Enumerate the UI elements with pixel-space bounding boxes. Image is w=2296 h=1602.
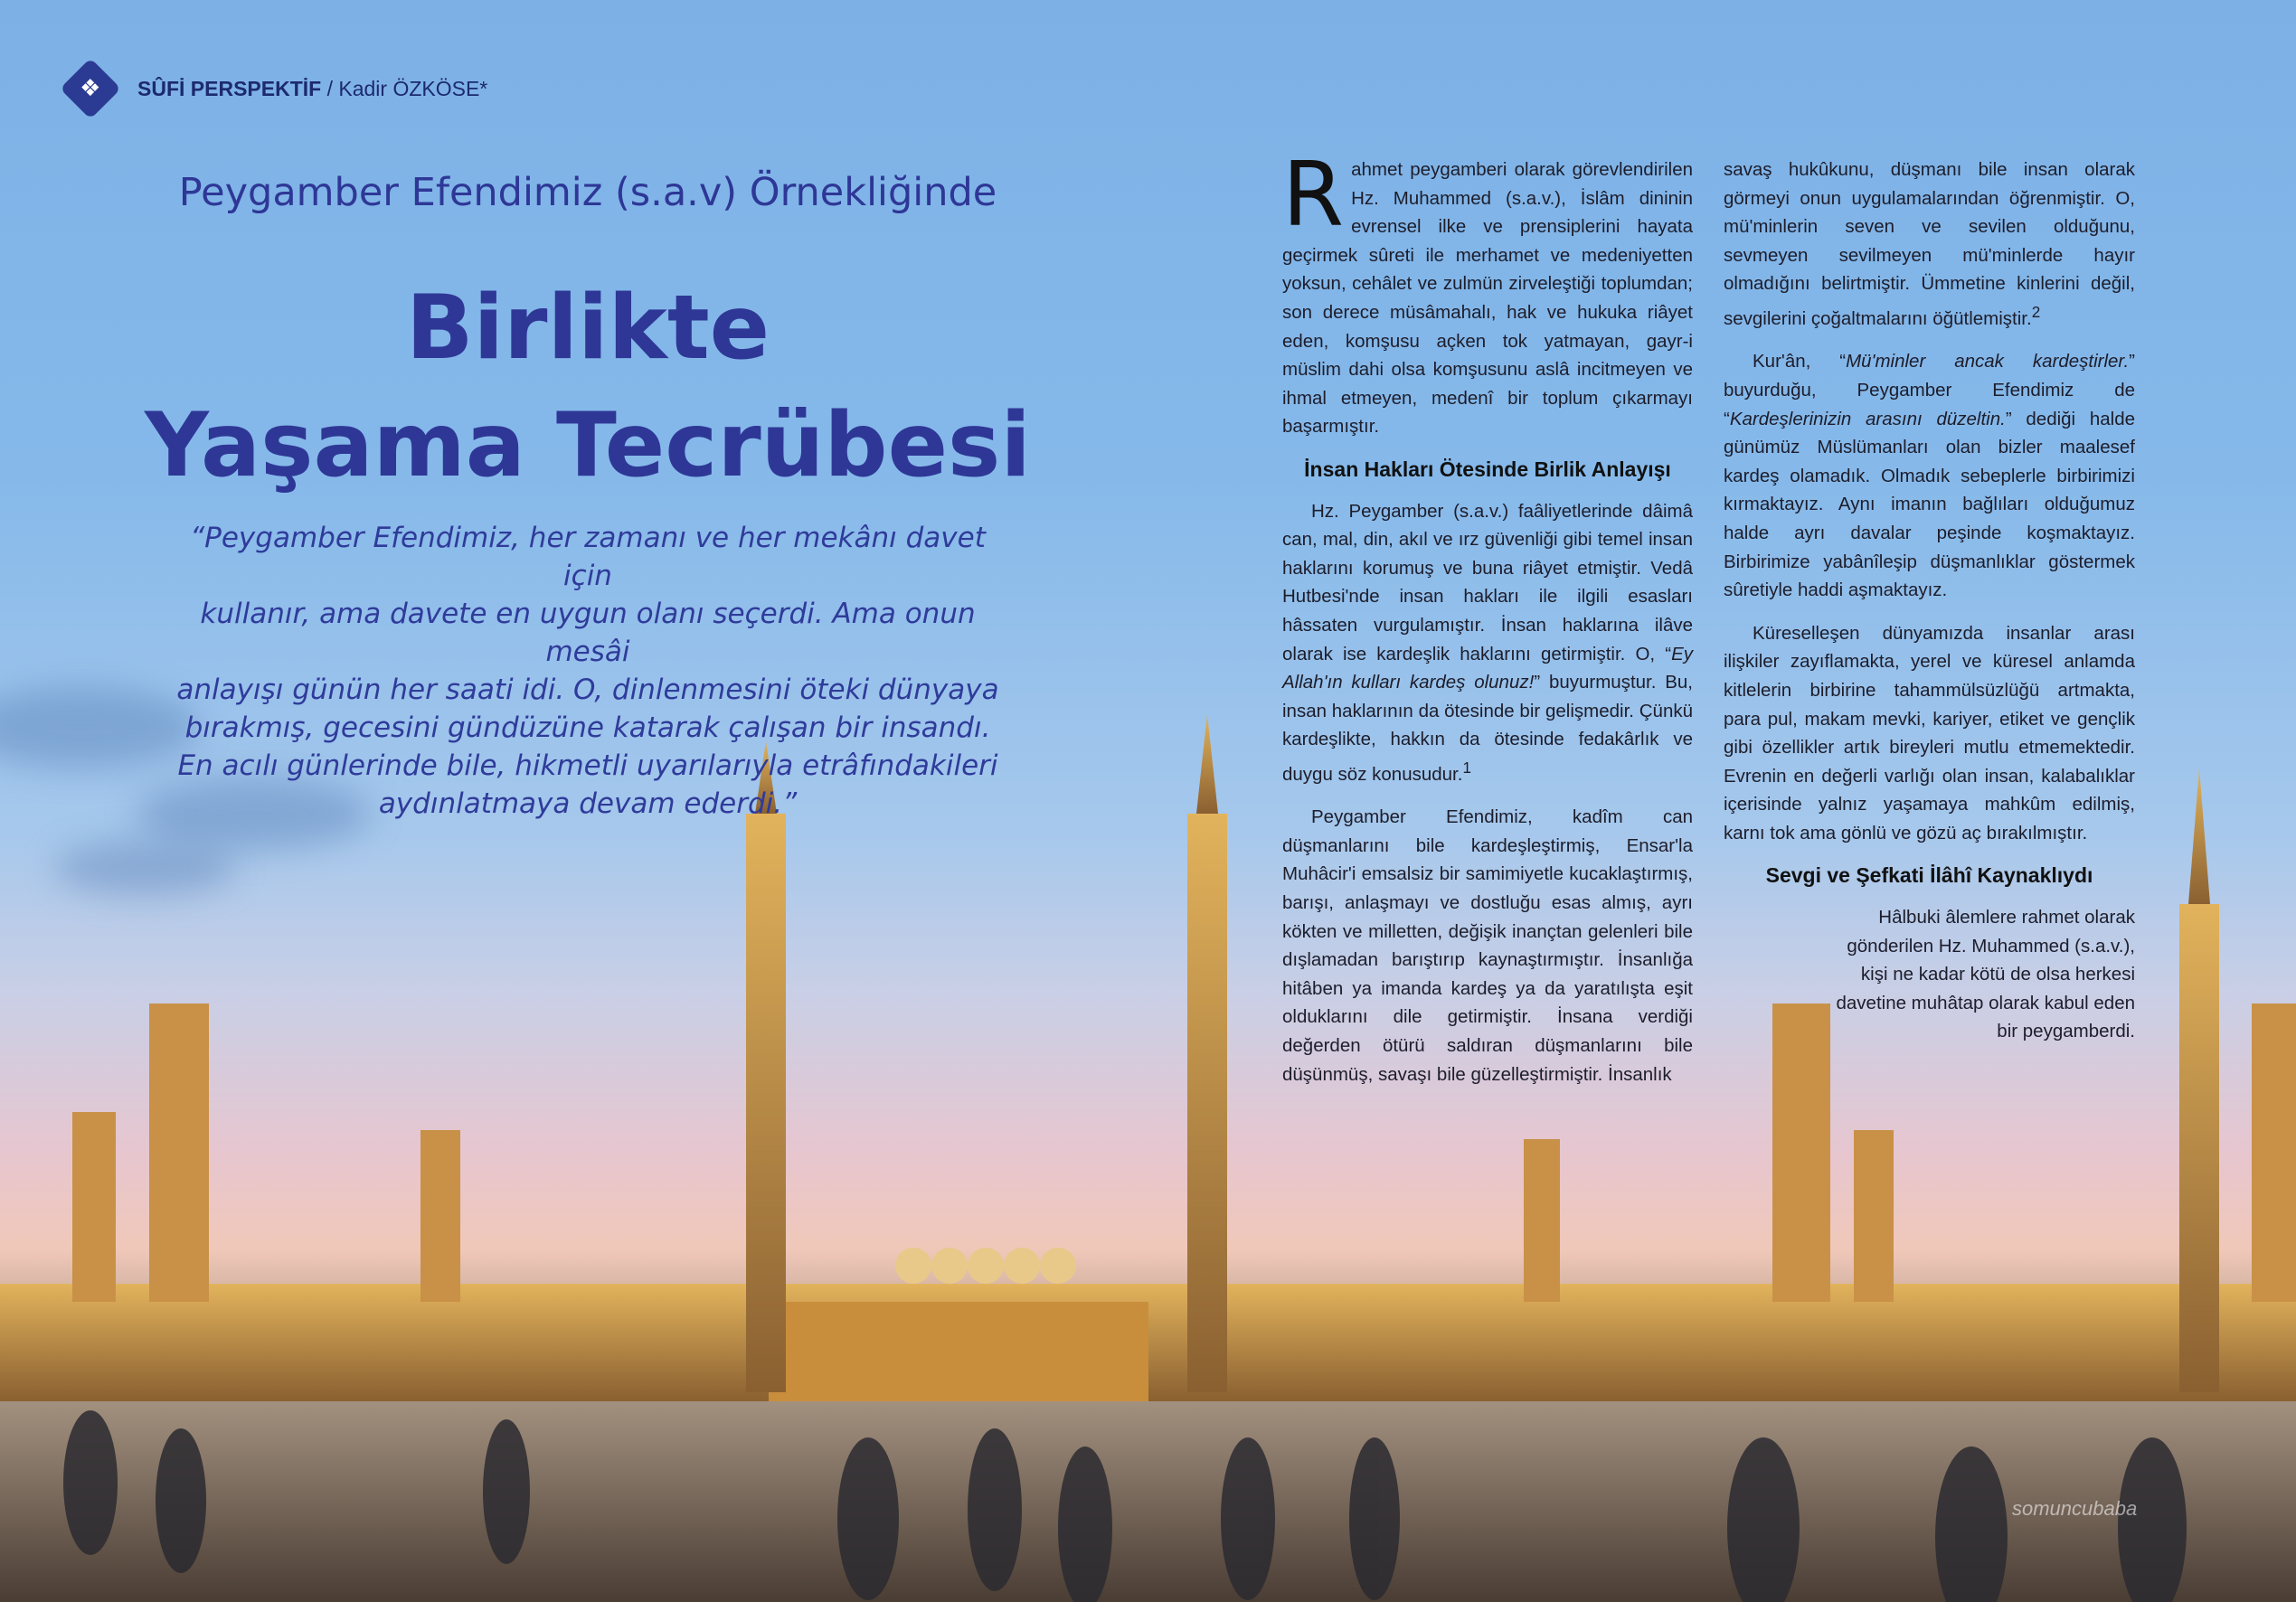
- minaret: [2179, 768, 2219, 1392]
- paragraph-text: ” buyurmuştur. Bu, insan haklarının da ötesinde bir gelişmedir. Çünkü kardeşlikte, hakkın da ötesinde fedakârlık ve duygu söz konusudur.: [1282, 672, 1694, 785]
- drop-cap: R: [1282, 144, 1345, 247]
- minaret: [1187, 714, 1227, 1392]
- title-line-2: Yaşama Tecrübesi: [145, 394, 1031, 497]
- intro-text: ahmet peygamberi olarak görevlendirilen Hz. Muhammed (s.a.v.), İslâm dininin evrensel ilke ve prensiplerini hayata geçirmek sûreti ile merhamet ve medeniyetten yoksun, cehâlet ve zulmün zirveleştiği toplumdan; son derece müsâmahalı, hak ve hukuka riâyet eden, komşusu açken tok yatmayan, gayr-i müslim dahi olsa komşusunu aslâ incitmeyen ve ihmal etmeyen, medenî bir toplum çıkarmayı başarmıştır.: [1282, 159, 1693, 438]
- quote-line: bırakmış, gecesini gündüzüne katarak çalışan bir insandı.: [184, 711, 991, 744]
- footnote-marker: 2: [2031, 303, 2041, 321]
- section-name: SÛFİ PERSPEKTİF: [137, 76, 322, 100]
- header-separator: /: [326, 76, 333, 100]
- body-paragraph: Peygamber Efendimiz, kadîm can düşmanlarını bile kardeşleştirmiş, Ensar'la Muhâcir'i emsalsiz bir samimiyetle kucaklaştırmış, barışı, anlaşmayı ve dostluğu esas almış, ayrı kökten ve milletten, değişik inançtan gelenleri bile dışlamadan barıştırıp kaynaştırmıştır. İnsanlığa hitâben ya imanda kardeş ya da yaratılışta eşit olduklarını dile getirmiştir. İnsana verdiği değerden ötürü saldıran düşmanlarını bile düşünmüş, savaşı bile güzelleştirmiştir. İnsanlık: [1282, 806, 1693, 1085]
- intro-paragraph: [1282, 144, 1693, 441]
- body-paragraph: Küreselleşen dünyamızda insanlar arası ilişkiler zayıflamakta, yerel ve küresel anlamda kitlelerin birbirine tahammülsüzlüğü artmakta, para pul, makam mevki, kariyer, etiket ve gençlik gibi özellikler artık bireyleri mutlu etmemektedir. Evrenin en değerli varlığı olan insan, kalabalıklar içerisinde yalnız yaşamaya mahkûm edilmiş, karnı tok ama gönlü ve gözü aç bırakılmıştır.: [1724, 622, 2135, 843]
- quote-line: kullanır, ama davete en uygun olanı seçerdi. Ama onun mesâi: [200, 598, 976, 668]
- paragraph-text: Kur'ân, “: [1753, 351, 1847, 372]
- hadith-quote: Kardeşlerinizin arasını düzeltin.: [1729, 408, 2006, 429]
- mosque-domes: [895, 1248, 1076, 1284]
- watermark: somuncubaba: [2012, 1497, 2138, 1520]
- hadith-quote: Ey Allah'ın kulları kardeş olunuz!: [1282, 643, 1693, 693]
- pull-quote: [163, 519, 1013, 823]
- author-name: Kadir ÖZKÖSE*: [338, 76, 488, 100]
- footnote-marker: 1: [1462, 759, 1471, 777]
- section-heading: Sevgi ve Şefkati İlâhî Kaynaklıydı: [1765, 863, 2093, 888]
- section-label: [137, 77, 487, 101]
- brand-logo-icon: ❖: [60, 58, 121, 119]
- quran-quote: Mü'minler ancak kardeştirler.: [1846, 351, 2130, 372]
- paragraph-text: ” dediği halde günümüz Müslümanları olan bizler maalesef kardeş olamadık. Olmadık sebeplerle birbirimizi kırmaktayız. Aynı imanın bağlıları olduğumuz halde ayrı davalar peşinde koşmaktayız. Birbirimize yabânîleşip düşmanlıklar göstermek sûretiyle haddi aşmaktayız.: [1724, 408, 2136, 601]
- quote-line: aydınlatmaya devam ederdi.”: [378, 787, 798, 820]
- paragraph-text: savaş hukûkunu, düşmanı bile insan olarak görmeyi onun uygulamalarından öğrenmiştir. O, mü'minlerin seven ve sevilen olduğunu, sevmeyen sevilmeyen mü'minlerde hayır olmadığını belirtmiştir. Ümmetine kinlerini değil, sevgilerini çoğaltmalarını öğütlemiştir.: [1724, 159, 2135, 329]
- paragraph-text: ” buyurduğu, Peygamber Efendimiz de “: [1724, 351, 2135, 429]
- body-paragraph: [1724, 155, 2135, 333]
- quote-line: anlayışı günün her saati idi. O, dinlenmesini öteki dünyaya: [176, 674, 999, 706]
- paragraph-text: Hz. Peygamber (s.a.v.) faâliyetlerinde dâimâ can, mal, din, akıl ve ırz güvenliği gibi temel insan haklarını korumuş ve buna riâyet etmiştir. Vedâ Hutbesi'nde insan hakları ile ilgili esasları hâssaten vurgulamıştır. İnsan haklarına ilâve olarak ise kardeşlik haklarını getirmiştir. O, “: [1282, 500, 1693, 664]
- text-column-2: [1724, 155, 2135, 1060]
- minaret: [746, 741, 786, 1392]
- section-header: [61, 58, 487, 119]
- quote-line: En acılı günlerinde bile, hikmetli uyarılarıyla etrâfındakileri: [177, 749, 998, 782]
- closing-paragraph: Hâlbuki âlemlere rahmet olarak gönderilen Hz. Muhammed (s.a.v.), kişi ne kadar kötü de olsa herkesi davetine muhâtap olarak kabul eden bir peygamberdi.: [1836, 907, 2135, 1042]
- mosque-arcade: [769, 1302, 1148, 1401]
- article-title: [136, 269, 1040, 504]
- body-paragraph: [1282, 497, 1693, 789]
- article-kicker: Peygamber Efendimiz (s.a.v) Örnekliğinde: [178, 170, 997, 215]
- body-paragraph: [1724, 347, 2135, 604]
- text-column-1: [1282, 144, 1694, 1103]
- section-heading: İnsan Hakları Ötesinde Birlik Anlayışı: [1304, 457, 1671, 481]
- quote-line: “Peygamber Efendimiz, her zamanı ve her mekânı davet için: [190, 522, 986, 592]
- title-line-1: Birlikte: [405, 277, 770, 380]
